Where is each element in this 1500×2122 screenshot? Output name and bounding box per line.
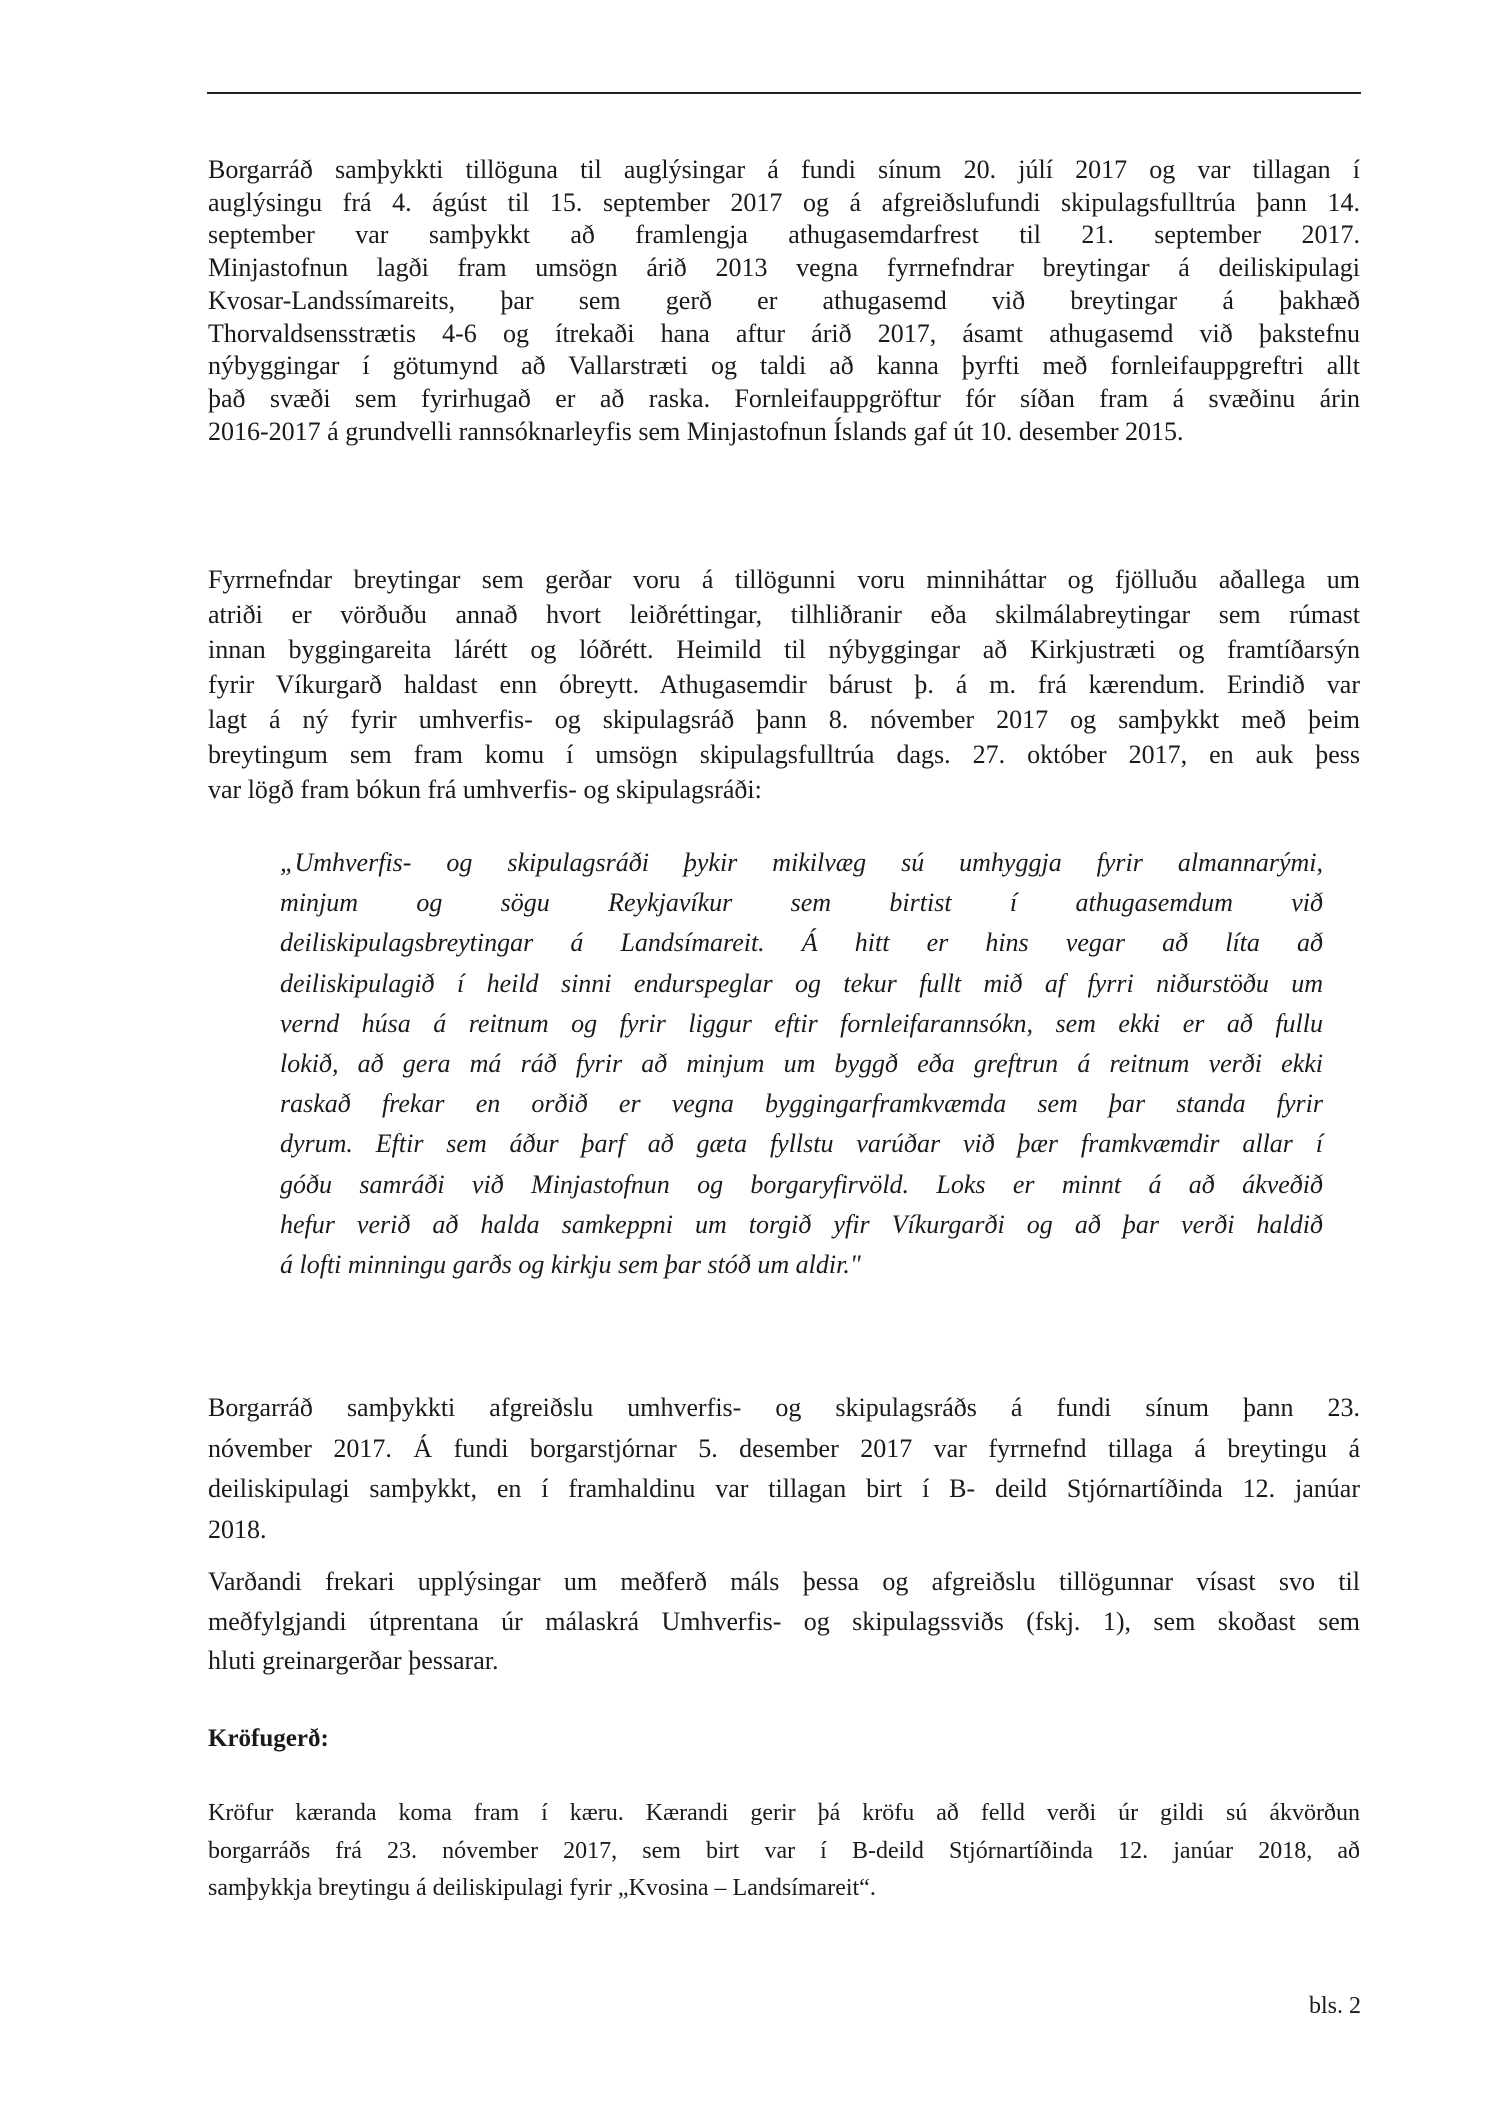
text-line: dyrum. Eftir sem áður þarf að gæta fyllstu varúðar við þær framkvæmdir allar í (280, 1129, 1323, 1159)
text-line: auglýsingu frá 4. ágúst til 15. september 2017 og á afgreiðslufundi skipulagsfulltrúa þann 14. (208, 187, 1360, 217)
text-line: hluti greinargerðar þessarar. (208, 1646, 499, 1675)
text-line: meðfylgjandi útprentana úr málaskrá Umhverfis- og skipulagssviðs (fskj. 1), sem skoðast sem (208, 1606, 1360, 1636)
text-line: Borgarráð samþykkti afgreiðslu umhverfis- og skipulagsráðs á fundi sínum þann 23. (208, 1393, 1360, 1422)
text-line: Thorvaldsensstrætis 4-6 og ítrekaði hana aftur árið 2017, ásamt athugasemd við þakstefnu (208, 318, 1360, 348)
text-line: atriði er vörðuðu annað hvort leiðréttingar, tilhliðranir eða skilmálabreytingar sem rúmast (208, 600, 1360, 629)
text-line: fyrir Víkurgarð haldast enn óbreytt. Athugasemdir bárust þ. á m. frá kærendum. Erindið var (208, 670, 1360, 699)
text-line: góðu samráði við Minjastofnun og borgaryfirvöld. Loks er minnt á að ákveðið (280, 1169, 1323, 1199)
text-line: samþykkja breytingu á deiliskipulagi fyrir „Kvosina – Landsímareit“. (208, 1875, 876, 1901)
text-line: raskað frekar en orðið er vegna byggingarframkvæmda sem þar standa fyrir (280, 1089, 1323, 1119)
text-line: Kvosar-Landssímareits, þar sem gerð er athugasemd við breytingar á þakhæð (208, 285, 1360, 315)
text-line: 2018. (208, 1514, 267, 1544)
text-line: september var samþykkt að framlengja athugasemdarfrest til 21. september 2017. (208, 220, 1360, 250)
text-line: breytingum sem fram komu í umsögn skipulagsfulltrúa dags. 27. október 2017, en auk þess (208, 740, 1360, 769)
text-line: lokið, að gera má ráð fyrir að minjum um byggð eða greftrun á reitnum verði ekki (280, 1049, 1323, 1078)
text-line: deiliskipulagi samþykkt, en í framhaldinu var tillagan birt í B- deild Stjórnartíðinda 12. janúar (208, 1474, 1360, 1503)
text-line: nýbyggingar í götumynd að Vallarstræti og taldi að kanna þyrfti með fornleifauppgreftri allt (208, 351, 1360, 381)
text-line: Kröfur kæranda koma fram í kæru. Kærandi gerir þá kröfu að felld verði úr gildi sú ákvörðun (208, 1800, 1360, 1826)
text-line: Minjastofnun lagði fram umsögn árið 2013 vegna fyrrnefndrar breytingar á deiliskipulagi (208, 253, 1360, 283)
text-line: borgarráðs frá 23. nóvember 2017, sem birt var í B-deild Stjórnartíðinda 12. janúar 2018, að (208, 1837, 1360, 1864)
page-number: bls. 2 (1308, 1993, 1361, 2019)
text-line: hefur verið að halda samkeppni um torgið yfir Víkurgarði og að þar verði haldið (280, 1209, 1323, 1239)
text-line: 2016-2017 á grundvelli rannsóknarleyfis sem Minjastofnun Íslands gaf út 10. desember 2015. (208, 416, 1184, 446)
text-line: minjum og sögu Reykjavíkur sem birtist í athugasemdum við (280, 888, 1323, 918)
text-line: var lögð fram bókun frá umhverfis- og skipulagsráði: (208, 775, 762, 804)
text-line: Varðandi frekari upplýsingar um meðferð máls þessa og afgreiðslu tillögunnar vísast svo til (208, 1567, 1360, 1596)
text-line: á lofti minningu garðs og kirkju sem þar stóð um aldir." (280, 1250, 861, 1279)
text-line: „Umhverfis- og skipulagsráði þykir mikilvæg sú umhyggja fyrir almannarými, (280, 848, 1323, 877)
text-line: Borgarráð samþykkti tillöguna til auglýsingar á fundi sínum 20. júlí 2017 og var tillagan í (208, 155, 1360, 184)
text-line: lagt á ný fyrir umhverfis- og skipulagsráð þann 8. nóvember 2017 og samþykkt með þeim (208, 705, 1360, 734)
text-line: nóvember 2017. Á fundi borgarstjórnar 5. desember 2017 var fyrrnefnd tillaga á breytingu á (208, 1433, 1360, 1463)
text-line: Fyrrnefndar breytingar sem gerðar voru á tillögunni voru minniháttar og fjölluðu aðallega um (208, 565, 1360, 594)
text-line: deiliskipulagsbreytingar á Landsímareit. Á hitt er hins vegar að líta að (280, 928, 1323, 958)
header-rule (207, 92, 1361, 94)
text-line: það svæði sem fyrirhugað er að raska. Fornleifauppgröftur fór síðan fram á svæðinu árin (208, 383, 1360, 413)
text-line: vernd húsa á reitnum og fyrir liggur eftir fornleifarannsókn, sem ekki er að fullu (280, 1008, 1323, 1038)
text-line: deiliskipulagið í heild sinni endurspeglar og tekur fullt mið af fyrri niðurstöðu um (280, 968, 1323, 998)
section-heading: Kröfugerð: (208, 1725, 329, 1752)
text-line: innan byggingareita lárétt og lóðrétt. Heimild til nýbyggingar að Kirkjustræti og framtíðarsýn (208, 635, 1360, 664)
